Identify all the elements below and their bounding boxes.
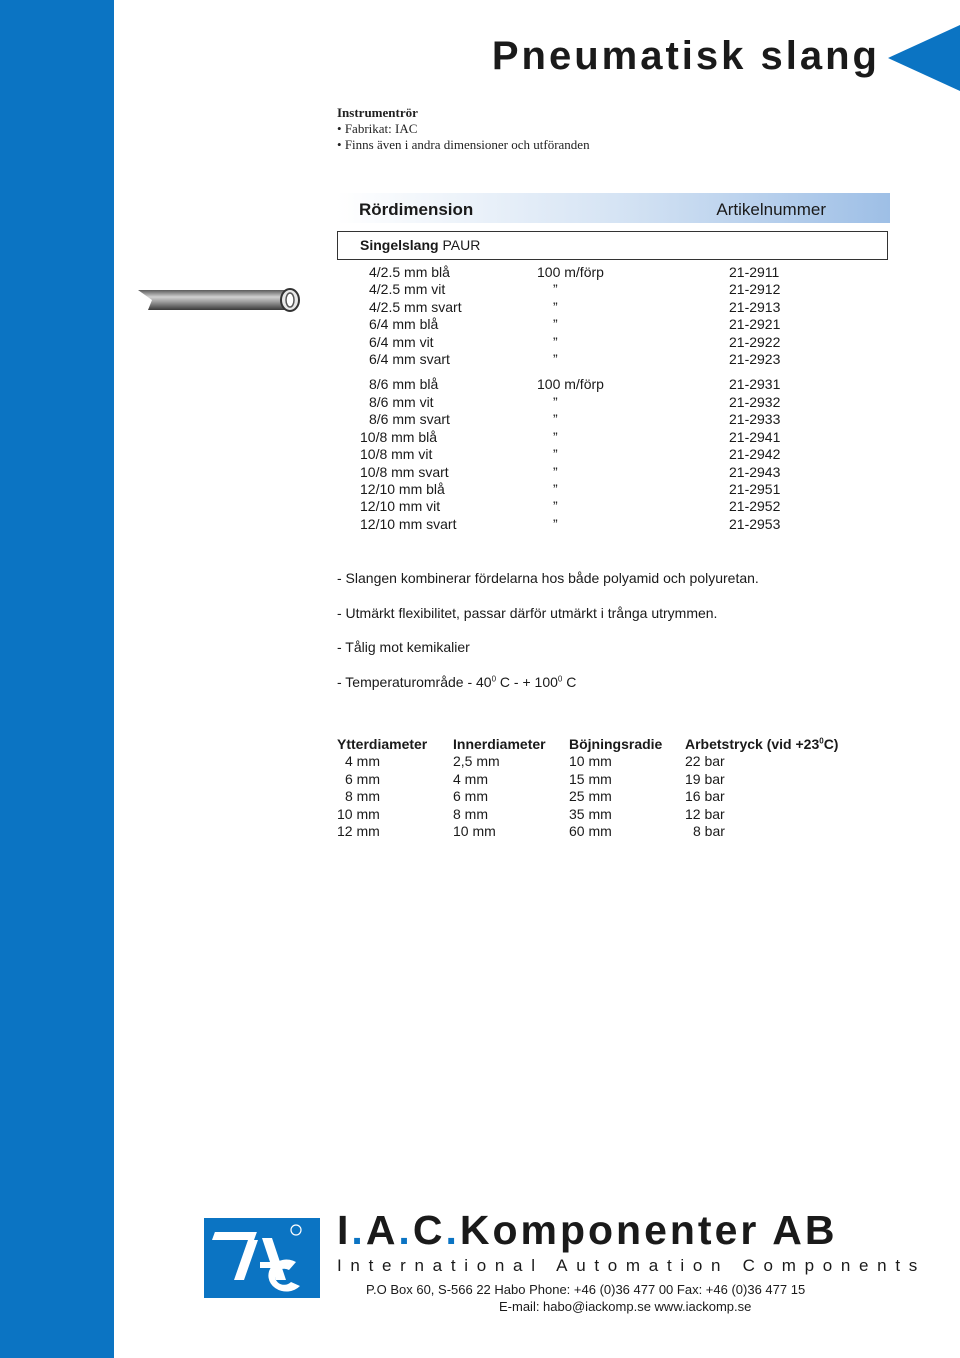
product-pack: ” [553, 299, 558, 315]
product-article: 21-2931 [729, 376, 781, 392]
company-subtitle: International Automation Components [337, 1256, 926, 1275]
company-letter: I [337, 1207, 352, 1253]
product-row [0, 351, 960, 368]
product-name: 12/10 mm blå [360, 481, 445, 497]
company-dot: . [445, 1207, 460, 1253]
product-article: 21-2932 [729, 394, 781, 410]
spec-header-bend: Böjningsradie [569, 736, 663, 752]
product-article: 21-2952 [729, 498, 781, 514]
intro-block [337, 105, 590, 153]
spec-cell: 16 bar [685, 788, 725, 804]
product-row [0, 411, 960, 428]
product-row [0, 316, 960, 333]
feature-item-temperature [337, 674, 576, 690]
spec-header-pressure-text: Arbetstryck (vid +23 [685, 736, 820, 752]
section-header [337, 231, 888, 260]
product-pack: ” [553, 481, 558, 497]
company-logo [204, 1218, 320, 1298]
left-sidebar-band [0, 0, 114, 1358]
contact-address: P.O Box 60, S-566 22 Habo Phone: +46 (0)36 477 00 Fax: +46 (0)36 477 15 [366, 1282, 806, 1297]
section-label [360, 237, 480, 253]
product-pack: ” [553, 334, 558, 350]
page-title: Pneumatisk slang [491, 34, 880, 78]
product-name: 8/6 mm vit [369, 394, 434, 410]
company-dot: . [398, 1207, 413, 1253]
product-pack: ” [553, 351, 558, 367]
product-pack: ” [553, 394, 558, 410]
product-row [0, 334, 960, 351]
product-row [0, 464, 960, 481]
table-header-bar [337, 193, 890, 223]
intro-bullet: • Fabrikat: IAC [337, 121, 590, 137]
product-article: 21-2933 [729, 411, 781, 427]
product-name: 6/4 mm vit [369, 334, 434, 350]
product-article: 21-2912 [729, 281, 781, 297]
product-pack: ” [553, 446, 558, 462]
company-name [337, 1207, 837, 1254]
spec-cell: 6 mm [345, 771, 380, 787]
temperature-degree: 0 [557, 674, 563, 684]
product-row [0, 394, 960, 411]
product-article: 21-2923 [729, 351, 781, 367]
product-pack: ” [553, 516, 558, 532]
product-name: 10/8 mm svart [360, 464, 449, 480]
product-name: 4/2.5 mm blå [369, 264, 450, 280]
temperature-prefix: - Temperaturområde - 40 [337, 674, 492, 690]
product-pack: ” [553, 411, 558, 427]
product-pack: ” [553, 316, 558, 332]
product-name: 10/8 mm blå [360, 429, 438, 445]
spec-cell: 60 mm [569, 823, 612, 839]
spec-cell: 4 mm [453, 771, 488, 787]
product-name: 8/6 mm svart [369, 411, 450, 427]
spec-cell: 10 mm [569, 753, 612, 769]
spec-cell: 10 mm [337, 806, 380, 822]
product-article: 21-2953 [729, 516, 781, 532]
corner-triangle-icon [888, 25, 960, 91]
product-row [0, 264, 960, 281]
product-row [0, 446, 960, 463]
spec-cell: 8 mm [453, 806, 488, 822]
spec-header-pressure [685, 736, 838, 752]
section-label-bold: Singelslang [360, 237, 439, 253]
spec-cell: 10 mm [453, 823, 496, 839]
spec-cell: 12 bar [685, 806, 725, 822]
intro-heading: Instrumentrör [337, 105, 418, 120]
product-pack: 100 m/förp [537, 264, 604, 280]
product-article: 21-2922 [729, 334, 781, 350]
product-article: 21-2951 [729, 481, 781, 497]
product-row [0, 429, 960, 446]
spec-cell: 8 bar [693, 823, 725, 839]
feature-item: - Slangen kombinerar fördelarna hos både polyamid och polyuretan. [337, 570, 759, 586]
spec-cell: 25 mm [569, 788, 612, 804]
spec-cell: 22 bar [685, 753, 725, 769]
product-name: 4/2.5 mm vit [369, 281, 446, 297]
product-row [0, 498, 960, 515]
spec-cell: 12 mm [337, 823, 380, 839]
product-name: 12/10 mm svart [360, 516, 457, 532]
product-article: 21-2941 [729, 429, 781, 445]
column-header-article: Artikelnummer [716, 200, 826, 219]
spec-cell: 2,5 mm [453, 753, 500, 769]
spec-cell: 35 mm [569, 806, 612, 822]
product-row [0, 281, 960, 298]
product-article: 21-2942 [729, 446, 781, 462]
company-letter: A [365, 1207, 399, 1253]
product-article: 21-2943 [729, 464, 781, 480]
feature-item: - Utmärkt flexibilitet, passar därför utmärkt i trånga utrymmen. [337, 605, 718, 621]
temperature-suffix: C [562, 674, 577, 690]
product-name: 4/2.5 mm svart [369, 299, 462, 315]
product-article: 21-2921 [729, 316, 781, 332]
product-pack: ” [553, 464, 558, 480]
feature-item: - Tålig mot kemikalier [337, 639, 470, 655]
product-row [0, 481, 960, 498]
spec-header-degree: 0 [819, 736, 824, 746]
product-row [0, 516, 960, 533]
product-pack: ” [553, 281, 558, 297]
spec-cell: 8 mm [345, 788, 380, 804]
product-article: 21-2911 [729, 264, 780, 280]
product-row [0, 376, 960, 393]
contact-email-web: E-mail: habo@iackomp.se www.iackomp.se [499, 1299, 752, 1314]
section-label-rest: PAUR [438, 237, 481, 253]
spec-cell: 4 mm [345, 753, 380, 769]
temperature-mid: C - + 100 [496, 674, 558, 690]
product-row [0, 299, 960, 316]
spec-cell: 19 bar [685, 771, 725, 787]
company-dot: . [351, 1207, 366, 1253]
spec-cell: 6 mm [453, 788, 488, 804]
product-name: 8/6 mm blå [369, 376, 439, 392]
product-name: 12/10 mm vit [360, 498, 441, 514]
product-article: 21-2913 [729, 299, 781, 315]
spec-header-pressure-suffix: C) [823, 736, 839, 752]
spec-header-outer: Ytterdiameter [337, 736, 428, 752]
product-name: 10/8 mm vit [360, 446, 433, 462]
iac-logo-icon [204, 1218, 320, 1298]
product-name: 6/4 mm svart [369, 351, 450, 367]
product-pack: ” [553, 429, 558, 445]
product-pack: ” [553, 498, 558, 514]
product-name: 6/4 mm blå [369, 316, 439, 332]
company-letter: C [412, 1207, 446, 1253]
company-name-rest: Komponenter AB [459, 1207, 838, 1253]
intro-bullet: • Finns även i andra dimensioner och utföranden [337, 137, 590, 153]
temperature-degree: 0 [491, 674, 497, 684]
column-header-dimension: Rördimension [359, 200, 474, 219]
spec-cell: 15 mm [569, 771, 612, 787]
product-pack: 100 m/förp [537, 376, 604, 392]
spec-header-inner: Innerdiameter [453, 736, 546, 752]
